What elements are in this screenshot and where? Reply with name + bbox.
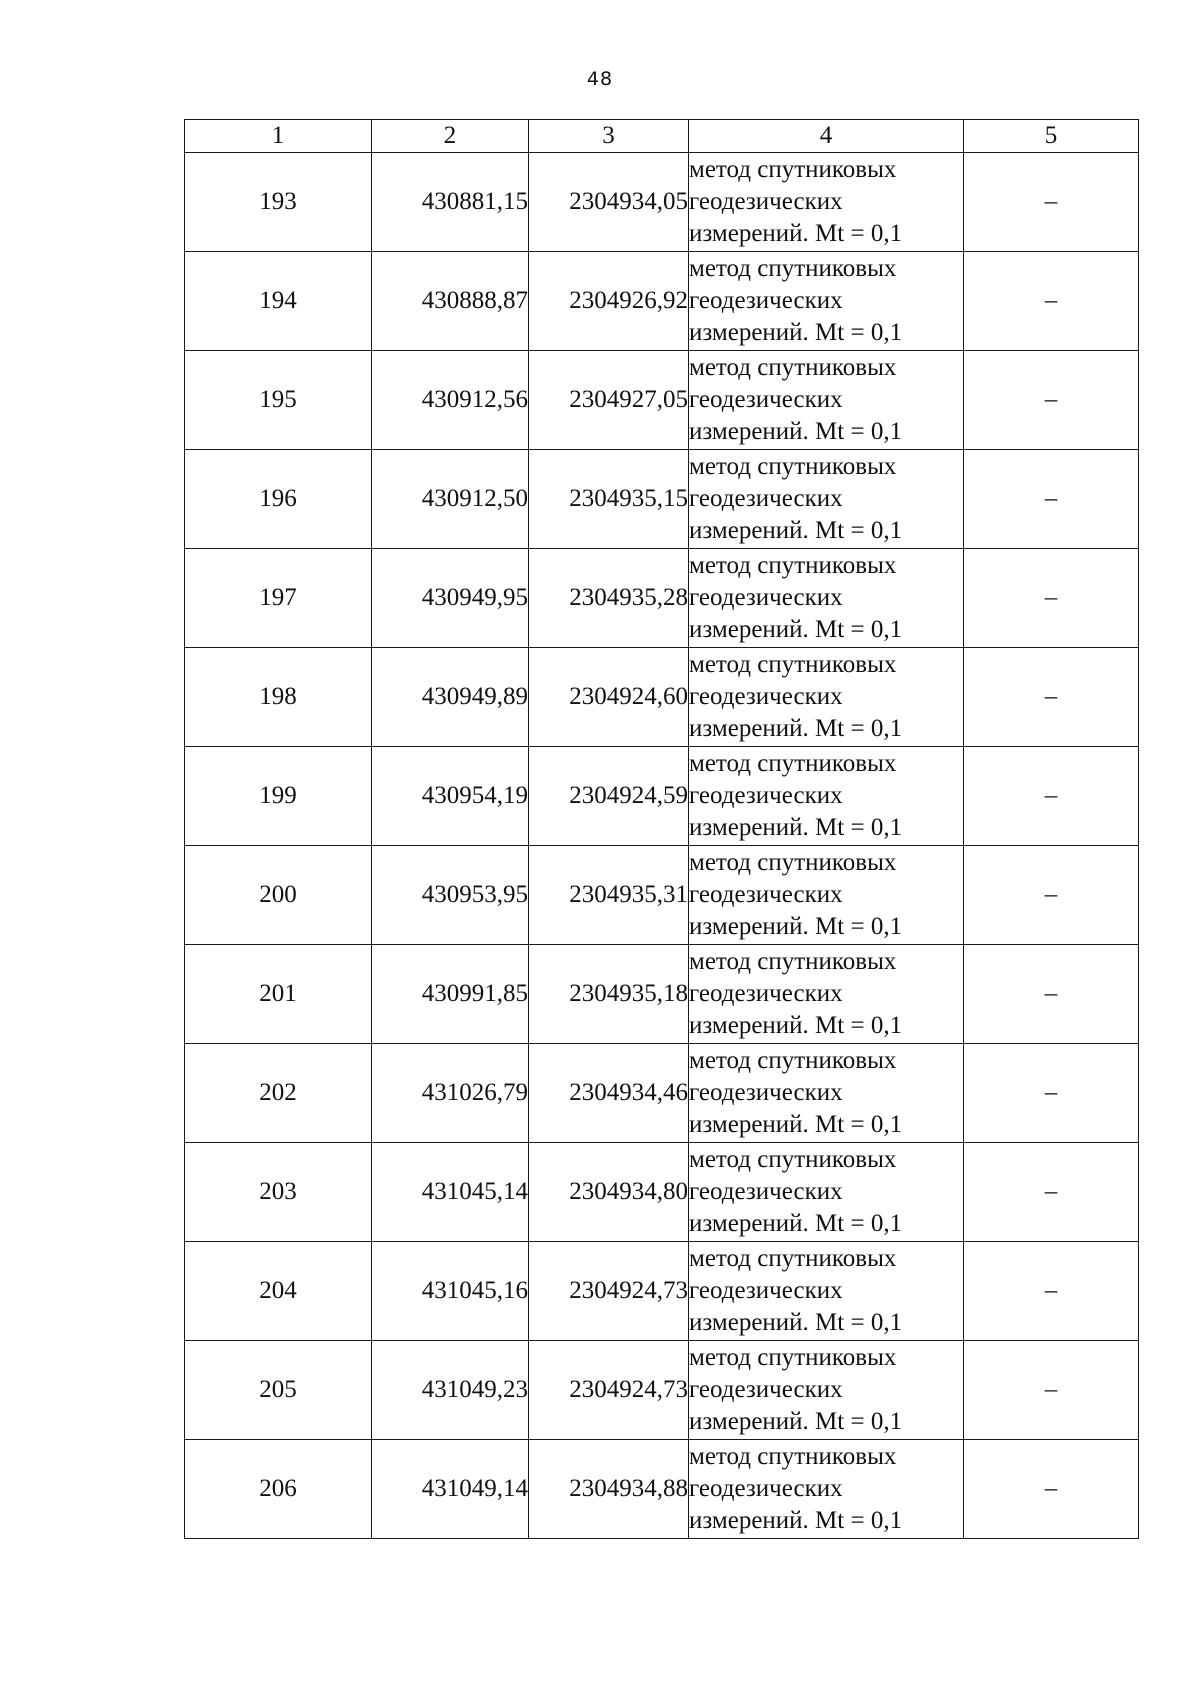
table-header bbox=[185, 120, 1139, 153]
method-line: геодезических bbox=[689, 980, 843, 1007]
point-number-cell: 202 bbox=[185, 1044, 372, 1143]
method-line: метод спутниковых bbox=[689, 552, 897, 579]
method-line: измерений. Mt = 0,1 bbox=[689, 220, 903, 247]
method-line: геодезических bbox=[689, 881, 843, 908]
method-line: геодезических bbox=[689, 584, 843, 611]
table-body bbox=[185, 153, 1139, 1539]
method-line: геодезических bbox=[689, 1475, 843, 1502]
x-coordinate-cell: 430888,87 bbox=[372, 252, 529, 351]
method-cell bbox=[689, 648, 964, 747]
method-line: геодезических bbox=[689, 1178, 843, 1205]
method-cell bbox=[689, 945, 964, 1044]
table-row bbox=[185, 1044, 1139, 1143]
note-cell: – bbox=[964, 747, 1139, 846]
method-line: измерений. Mt = 0,1 bbox=[689, 1309, 903, 1336]
x-coordinate-cell: 430954,19 bbox=[372, 747, 529, 846]
y-coordinate-cell: 2304927,05 bbox=[529, 351, 689, 450]
table-row bbox=[185, 252, 1139, 351]
header-row bbox=[185, 120, 1139, 153]
note-cell: – bbox=[964, 1143, 1139, 1242]
table-row bbox=[185, 1341, 1139, 1440]
point-number-cell: 203 bbox=[185, 1143, 372, 1242]
x-coordinate-cell: 430953,95 bbox=[372, 846, 529, 945]
x-coordinate-cell: 430949,95 bbox=[372, 549, 529, 648]
note-cell: – bbox=[964, 1341, 1139, 1440]
method-cell bbox=[689, 252, 964, 351]
table-row bbox=[185, 846, 1139, 945]
y-coordinate-cell: 2304935,31 bbox=[529, 846, 689, 945]
y-coordinate-cell: 2304935,28 bbox=[529, 549, 689, 648]
header-cell-1: 1 bbox=[185, 120, 372, 153]
y-coordinate-cell: 2304924,73 bbox=[529, 1242, 689, 1341]
method-cell bbox=[689, 549, 964, 648]
x-coordinate-cell: 431045,16 bbox=[372, 1242, 529, 1341]
method-line: метод спутниковых bbox=[689, 1344, 897, 1371]
coordinates-table bbox=[184, 119, 1139, 1539]
method-cell bbox=[689, 846, 964, 945]
method-line: измерений. Mt = 0,1 bbox=[689, 1012, 903, 1039]
table-row bbox=[185, 1440, 1139, 1539]
point-number-cell: 205 bbox=[185, 1341, 372, 1440]
table-row bbox=[185, 153, 1139, 252]
method-line: метод спутниковых bbox=[689, 1245, 897, 1272]
point-number-cell: 206 bbox=[185, 1440, 372, 1539]
y-coordinate-cell: 2304935,18 bbox=[529, 945, 689, 1044]
method-line: метод спутниковых bbox=[689, 750, 897, 777]
method-cell bbox=[689, 1242, 964, 1341]
x-coordinate-cell: 430949,89 bbox=[372, 648, 529, 747]
method-cell bbox=[689, 1341, 964, 1440]
method-line: геодезических bbox=[689, 1277, 843, 1304]
method-line: измерений. Mt = 0,1 bbox=[689, 1507, 903, 1534]
y-coordinate-cell: 2304935,15 bbox=[529, 450, 689, 549]
table-row bbox=[185, 351, 1139, 450]
method-line: измерений. Mt = 0,1 bbox=[689, 616, 903, 643]
method-line: метод спутниковых bbox=[689, 255, 897, 282]
method-line: измерений. Mt = 0,1 bbox=[689, 319, 903, 346]
method-line: метод спутниковых bbox=[689, 453, 897, 480]
note-cell: – bbox=[964, 945, 1139, 1044]
x-coordinate-cell: 431045,14 bbox=[372, 1143, 529, 1242]
method-line: геодезических bbox=[689, 782, 843, 809]
method-cell bbox=[689, 1044, 964, 1143]
point-number-cell: 204 bbox=[185, 1242, 372, 1341]
method-line: метод спутниковых bbox=[689, 948, 897, 975]
point-number-cell: 197 bbox=[185, 549, 372, 648]
x-coordinate-cell: 430881,15 bbox=[372, 153, 529, 252]
y-coordinate-cell: 2304926,92 bbox=[529, 252, 689, 351]
method-line: геодезических bbox=[689, 287, 843, 314]
method-cell bbox=[689, 1143, 964, 1242]
method-line: метод спутниковых bbox=[689, 156, 897, 183]
method-line: метод спутниковых bbox=[689, 1146, 897, 1173]
table-row bbox=[185, 945, 1139, 1044]
y-coordinate-cell: 2304924,59 bbox=[529, 747, 689, 846]
table-row bbox=[185, 1143, 1139, 1242]
x-coordinate-cell: 431026,79 bbox=[372, 1044, 529, 1143]
note-cell: – bbox=[964, 549, 1139, 648]
y-coordinate-cell: 2304924,73 bbox=[529, 1341, 689, 1440]
header-cell-4: 4 bbox=[689, 120, 964, 153]
header-cell-3: 3 bbox=[529, 120, 689, 153]
method-line: геодезических bbox=[689, 485, 843, 512]
x-coordinate-cell: 430912,56 bbox=[372, 351, 529, 450]
x-coordinate-cell: 431049,23 bbox=[372, 1341, 529, 1440]
note-cell: – bbox=[964, 1242, 1139, 1341]
point-number-cell: 198 bbox=[185, 648, 372, 747]
header-cell-2: 2 bbox=[372, 120, 529, 153]
point-number-cell: 196 bbox=[185, 450, 372, 549]
method-line: измерений. Mt = 0,1 bbox=[689, 517, 903, 544]
method-line: метод спутниковых bbox=[689, 1443, 897, 1470]
note-cell: – bbox=[964, 1044, 1139, 1143]
y-coordinate-cell: 2304934,46 bbox=[529, 1044, 689, 1143]
method-line: измерений. Mt = 0,1 bbox=[689, 814, 903, 841]
x-coordinate-cell: 430912,50 bbox=[372, 450, 529, 549]
method-line: метод спутниковых bbox=[689, 1047, 897, 1074]
method-line: метод спутниковых bbox=[689, 849, 897, 876]
page-number: 48 bbox=[586, 68, 614, 90]
method-line: геодезических bbox=[689, 1079, 843, 1106]
method-cell bbox=[689, 1440, 964, 1539]
x-coordinate-cell: 431049,14 bbox=[372, 1440, 529, 1539]
method-line: метод спутниковых bbox=[689, 354, 897, 381]
table-row bbox=[185, 549, 1139, 648]
method-cell bbox=[689, 351, 964, 450]
method-line: геодезических bbox=[689, 683, 843, 710]
method-cell bbox=[689, 747, 964, 846]
method-line: геодезических bbox=[689, 386, 843, 413]
table-row bbox=[185, 1242, 1139, 1341]
point-number-cell: 195 bbox=[185, 351, 372, 450]
method-line: измерений. Mt = 0,1 bbox=[689, 913, 903, 940]
point-number-cell: 194 bbox=[185, 252, 372, 351]
method-line: измерений. Mt = 0,1 bbox=[689, 418, 903, 445]
note-cell: – bbox=[964, 252, 1139, 351]
note-cell: – bbox=[964, 153, 1139, 252]
table-row bbox=[185, 648, 1139, 747]
y-coordinate-cell: 2304934,80 bbox=[529, 1143, 689, 1242]
y-coordinate-cell: 2304924,60 bbox=[529, 648, 689, 747]
table-row bbox=[185, 747, 1139, 846]
note-cell: – bbox=[964, 351, 1139, 450]
method-line: геодезических bbox=[689, 188, 843, 215]
method-line: измерений. Mt = 0,1 bbox=[689, 1408, 903, 1435]
point-number-cell: 200 bbox=[185, 846, 372, 945]
method-cell bbox=[689, 153, 964, 252]
table-row bbox=[185, 450, 1139, 549]
note-cell: – bbox=[964, 648, 1139, 747]
y-coordinate-cell: 2304934,05 bbox=[529, 153, 689, 252]
method-line: измерений. Mt = 0,1 bbox=[689, 1210, 903, 1237]
note-cell: – bbox=[964, 450, 1139, 549]
method-line: измерений. Mt = 0,1 bbox=[689, 1111, 903, 1138]
point-number-cell: 193 bbox=[185, 153, 372, 252]
note-cell: – bbox=[964, 846, 1139, 945]
x-coordinate-cell: 430991,85 bbox=[372, 945, 529, 1044]
y-coordinate-cell: 2304934,88 bbox=[529, 1440, 689, 1539]
note-cell: – bbox=[964, 1440, 1139, 1539]
point-number-cell: 199 bbox=[185, 747, 372, 846]
method-line: метод спутниковых bbox=[689, 651, 897, 678]
method-cell bbox=[689, 450, 964, 549]
method-line: измерений. Mt = 0,1 bbox=[689, 715, 903, 742]
header-cell-5: 5 bbox=[964, 120, 1139, 153]
method-line: геодезических bbox=[689, 1376, 843, 1403]
point-number-cell: 201 bbox=[185, 945, 372, 1044]
